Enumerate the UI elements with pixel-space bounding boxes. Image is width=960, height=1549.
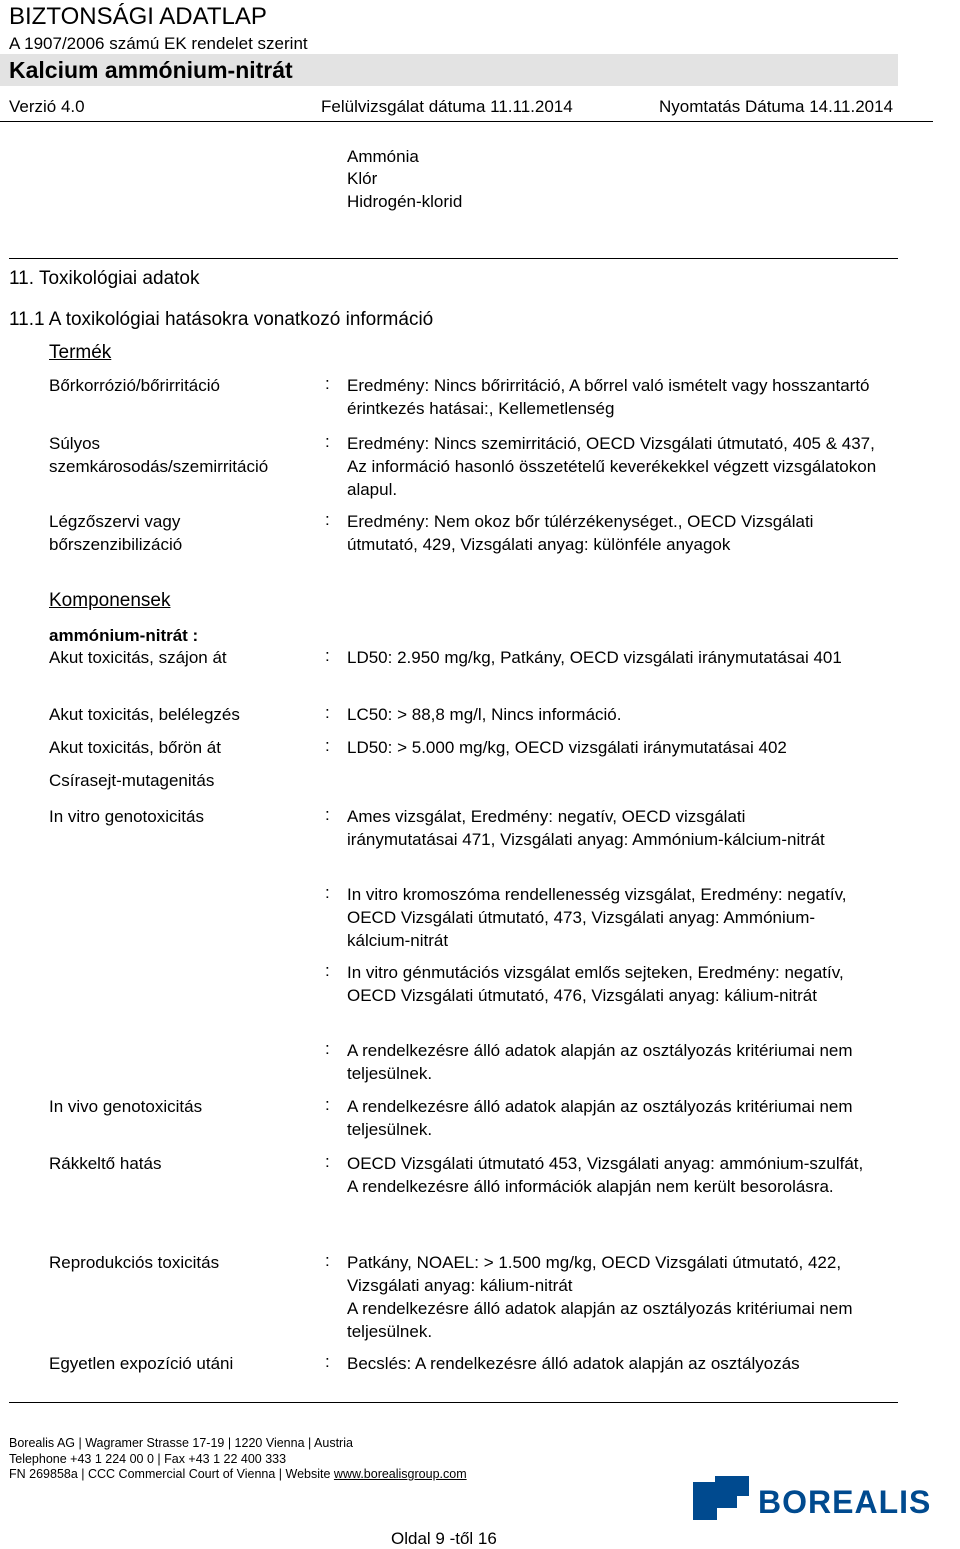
row-value: LD50: > 5.000 mg/kg, OECD vizsgálati iránymutatásai 402 (347, 738, 787, 757)
document-title: BIZTONSÁGI ADATLAP (9, 3, 267, 30)
colon: : (325, 1095, 330, 1114)
row-value: Eredmény: Nincs szemirritáció, OECD Vizsgálati útmutató, 405 & 437, Az információ hasonló összetételű keverékekkel végzett vizsgálatokon alapul. (347, 434, 877, 499)
row-value: LC50: > 88,8 mg/l, Nincs információ. (347, 705, 622, 724)
colon: : (325, 646, 330, 665)
row-label: Csírasejt-mutagenitás (49, 771, 215, 790)
colon: : (325, 961, 330, 980)
version: Verzió 4.0 (9, 97, 85, 116)
row-value: Patkány, NOAEL: > 1.500 mg/kg, OECD Vizsgálati útmutató, 422, Vizsgálati anyag: kálium-nitrát A rendelkezésre álló adatok alapján az osztályozás kritériumai nem teljesülnek. (347, 1253, 853, 1341)
row-value: In vitro génmutációs vizsgálat emlős sejteken, Eredmény: negatív, OECD Vizsgálati útmutató, 476, Vizsgálati anyag: kálium-nitrát (347, 963, 844, 1005)
section-title: 11. Toxikológiai adatok (9, 268, 200, 289)
row-value: Eredmény: Nincs bőrirritáció, A bőrrel való ismételt vagy hosszantartó érintkezés hatásai:, Kellemetlenség (347, 376, 870, 418)
product-name: Kalcium ammónium-nitrát (9, 57, 293, 83)
product-heading: Termék (49, 342, 112, 363)
header-rule (0, 121, 933, 122)
colon: : (325, 1039, 330, 1058)
footer-rule (9, 1402, 898, 1403)
component-name: ammónium-nitrát : (49, 626, 199, 645)
row-label: Rákkeltő hatás (49, 1154, 162, 1173)
print-date: Nyomtatás Dátuma 14.11.2014 (659, 97, 894, 116)
row-label: In vivo genotoxicitás (49, 1097, 203, 1116)
colon: : (325, 883, 330, 902)
footer-registry (9, 1467, 467, 1483)
regulation-line: A 1907/2006 számú EK rendelet szerint (9, 34, 308, 53)
borealis-logo-icon (693, 1476, 749, 1520)
revision-date: Felülvizsgálat dátuma 11.11.2014 (321, 97, 573, 116)
components-heading: Komponensek (49, 590, 171, 611)
footer-address: Borealis AG | Wagramer Strasse 17-19 | 1220 Vienna | Austria (9, 1436, 353, 1450)
colon: : (325, 805, 330, 824)
footer-phone: Telephone +43 1 224 00 0 | Fax +43 1 22 400 333 (9, 1452, 287, 1466)
colon: : (325, 510, 330, 529)
row-value: A rendelkezésre álló adatok alapján az osztályozás kritériumai nem teljesülnek. (347, 1041, 853, 1083)
footer-registry-text: FN 269858a | CCC Commercial Court of Vienna | Website (9, 1467, 334, 1481)
website-link[interactable]: www.borealisgroup.com (333, 1467, 467, 1481)
row-value: Ames vizsgálat, Eredmény: negatív, OECD vizsgálati iránymutatásai 471, Vizsgálati anyag: Ammónium-kálcium-nitrát (347, 807, 825, 849)
row-value: A rendelkezésre álló adatok alapján az osztályozás kritériumai nem teljesülnek. (347, 1097, 853, 1139)
carryover-item: Klór (347, 169, 378, 188)
page-number: Oldal 9 -től 16 (391, 1529, 497, 1548)
colon: : (325, 1251, 330, 1270)
borealis-logo-text: BOREALIS (758, 1484, 932, 1520)
row-value: In vitro kromoszóma rendellenesség vizsgálat, Eredmény: negatív, OECD Vizsgálati útmutató, 473, Vizsgálati anyag: Ammónium-kálcium-nitrát (347, 885, 847, 950)
product-band (0, 54, 898, 86)
colon: : (325, 1152, 330, 1171)
colon: : (325, 1352, 330, 1371)
carryover-item: Ammónia (347, 147, 419, 166)
row-label: Reprodukciós toxicitás (49, 1253, 220, 1272)
row-label: Egyetlen expozíció utáni (49, 1354, 234, 1373)
row-value: OECD Vizsgálati útmutató 453, Vizsgálati anyag: ammónium-szulfát, A rendelkezésre álló információk alapján nem került besorolásra. (347, 1154, 864, 1196)
carryover-item: Hidrogén-klorid (347, 192, 463, 211)
row-label: Akut toxicitás, bőrön át (49, 738, 221, 757)
row-label: Súlyos szemkárosodás/szemirritáció (49, 434, 269, 476)
row-label: Légzőszervi vagy bőrszenzibilizáció (49, 512, 183, 554)
colon: : (325, 432, 330, 451)
colon: : (325, 736, 330, 755)
row-value: Eredmény: Nem okoz bőr túlérzékenységet., OECD Vizsgálati útmutató, 429, Vizsgálati anyag: különféle anyagok (347, 512, 814, 554)
row-value: LD50: 2.950 mg/kg, Patkány, OECD vizsgálati iránymutatásai 401 (347, 648, 842, 667)
section-subtitle: 11.1 A toxikológiai hatásokra vonatkozó információ (9, 309, 434, 330)
row-value: Becslés: A rendelkezésre álló adatok alapján az osztályozás (347, 1354, 800, 1373)
colon: : (325, 374, 330, 393)
section-rule (9, 258, 898, 259)
colon: : (325, 703, 330, 722)
row-label: Akut toxicitás, szájon át (49, 648, 227, 667)
row-label: Akut toxicitás, belélegzés (49, 705, 240, 724)
row-label: In vitro genotoxicitás (49, 807, 204, 826)
row-label: Bőrkorrózió/bőrirritáció (49, 376, 220, 395)
